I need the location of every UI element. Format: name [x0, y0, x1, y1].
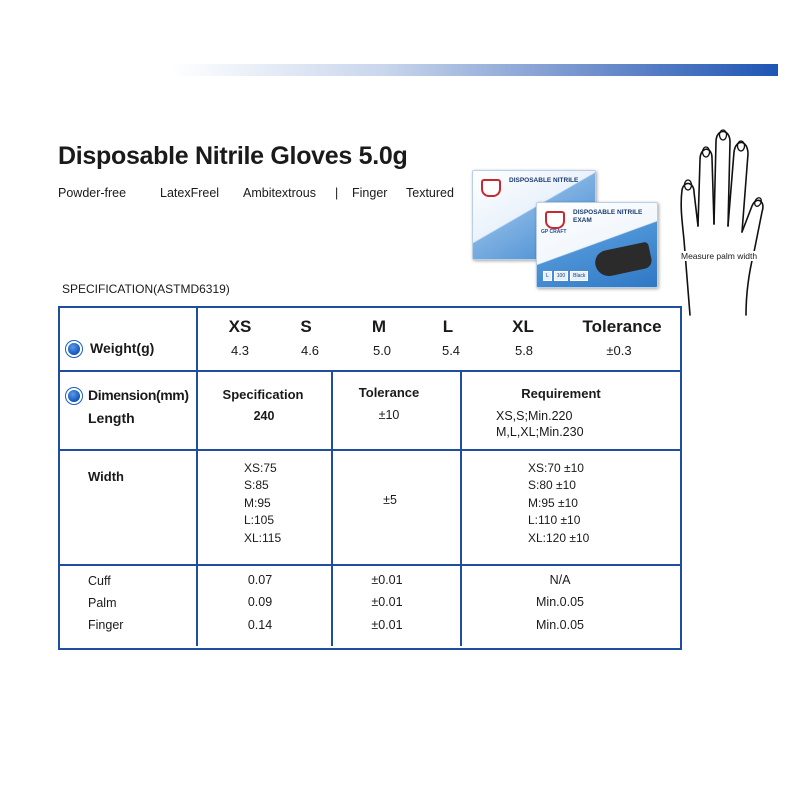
length-requirement-line2: M,L,XL;Min.230 [496, 425, 584, 439]
cuff-specification: 0.07 [247, 573, 273, 587]
row-divider [60, 370, 680, 372]
palm-specification: 0.09 [247, 595, 273, 609]
page-title: Disposable Nitrile Gloves 5.0g [58, 142, 408, 170]
product-box-image [470, 170, 680, 290]
box-name-line1: DISPOSABLE NITRILE [573, 209, 643, 216]
box-brand-label: GP CRAFT [541, 229, 567, 235]
column-divider [460, 370, 462, 646]
size-xl-header: XL [512, 317, 534, 336]
size-xs-header: XS [228, 317, 252, 336]
weight-radio-icon [68, 343, 80, 355]
header-gradient-bar [170, 64, 778, 76]
weight-label: Weight(g) [90, 340, 155, 356]
dimension-label: Dimension(mm) [88, 387, 189, 403]
box-product-name [509, 177, 578, 185]
length-tolerance: ±10 [378, 408, 400, 422]
width-req-s: S:80 ±10 [528, 478, 576, 493]
column-divider [196, 308, 198, 646]
row-divider [60, 564, 680, 566]
column-divider [331, 370, 333, 646]
feature-textured: Textured [406, 186, 454, 200]
box-product-name [573, 209, 642, 225]
box-name-line2: EXAM [573, 217, 592, 224]
box-color: Black [570, 271, 588, 281]
width-req-xs: XS:70 ±10 [528, 461, 584, 475]
box-name-line1: DISPOSABLE NITRILE [509, 177, 579, 184]
palm-label: Palm [88, 596, 117, 610]
weight-tolerance-header: Tolerance [582, 317, 662, 336]
length-specification: 240 [253, 409, 275, 423]
weight-xs-value: 4.3 [230, 343, 250, 358]
width-tolerance: ±5 [383, 493, 397, 507]
width-spec-xl: XL:115 [244, 530, 282, 545]
brand-logo-icon [481, 179, 501, 197]
specification-header: Specification [222, 387, 304, 402]
black-glove-icon [593, 241, 653, 278]
box-size: L [543, 271, 552, 281]
weight-m-value: 5.0 [372, 343, 392, 358]
weight-tolerance-value: ±0.3 [606, 343, 632, 358]
cuff-label: Cuff [88, 574, 111, 588]
width-spec-m: M:95 [244, 495, 271, 510]
finger-specification: 0.14 [247, 618, 273, 632]
width-req-xl: XL:120 ±10 [528, 530, 590, 545]
width-spec-l: L:105 [244, 513, 275, 528]
finger-label: Finger [88, 618, 124, 632]
feature-finger: Finger [352, 186, 388, 200]
length-label: Length [88, 410, 135, 426]
weight-l-value: 5.4 [441, 343, 461, 358]
spec-heading: SPECIFICATION(ASTMD6319) [62, 282, 230, 296]
feature-latex-free: LatexFreel [160, 186, 220, 200]
weight-s-value: 4.6 [300, 343, 320, 358]
width-requirement-list [528, 460, 589, 547]
width-spec-s: S:85 [244, 478, 269, 493]
palm-requirement: Min.0.05 [536, 595, 584, 609]
spec-table [58, 306, 682, 650]
row-divider [60, 449, 680, 451]
cuff-requirement: N/A [549, 573, 571, 587]
box-info-strip [543, 271, 588, 281]
requirement-header: Requirement [521, 386, 601, 401]
palm-tolerance: ±0.01 [371, 595, 403, 609]
box-count: 100 [554, 271, 568, 281]
cuff-tolerance: ±0.01 [371, 573, 403, 587]
width-label: Width [88, 469, 124, 484]
hand-outline-icon [670, 128, 800, 318]
feature-powder-free: Powder-free [58, 186, 127, 200]
palm-width-label: Measure palm width [681, 251, 758, 261]
length-requirement-line1: XS,S;Min.220 [496, 409, 573, 423]
tolerance-header: Tolerance [358, 385, 420, 400]
width-req-l: L:110 ±10 [528, 513, 581, 528]
size-s-header: S [300, 317, 312, 336]
feature-separator: | [335, 186, 339, 200]
finger-tolerance: ±0.01 [371, 618, 403, 632]
size-l-header: L [442, 317, 454, 336]
width-req-m: M:95 ±10 [528, 495, 578, 510]
finger-requirement: Min.0.05 [536, 618, 584, 632]
brand-logo-icon [545, 211, 565, 229]
product-box-front [536, 202, 658, 288]
feature-ambidextrous: Ambitextrous [243, 186, 316, 200]
weight-xl-value: 5.8 [514, 343, 534, 358]
size-m-header: M [371, 317, 387, 336]
width-specification-list [244, 460, 281, 547]
width-spec-xs: XS:75 [244, 461, 277, 475]
dimension-radio-icon [68, 390, 80, 402]
